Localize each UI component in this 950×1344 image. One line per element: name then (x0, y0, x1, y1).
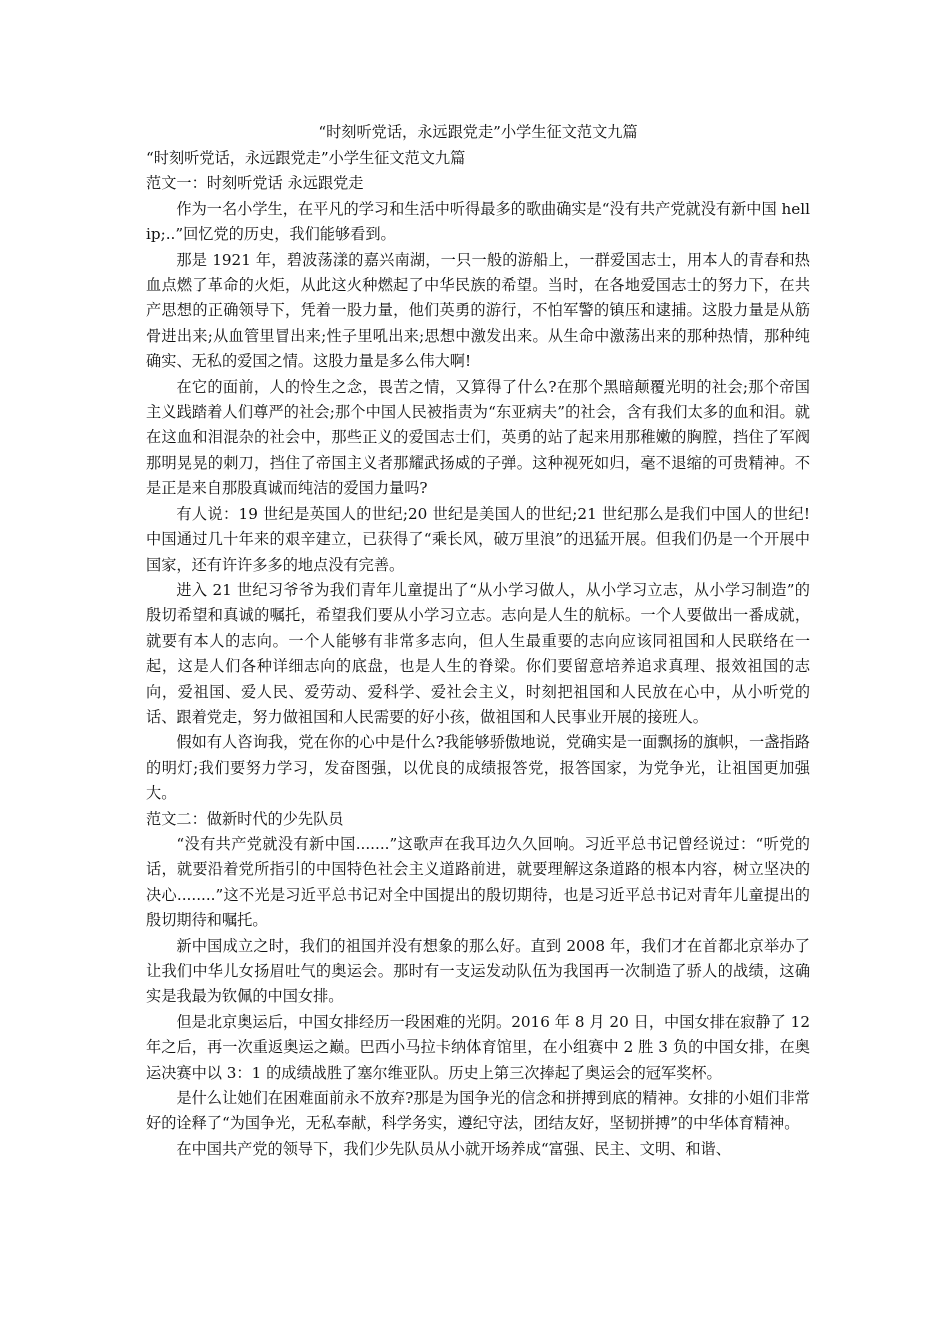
document-subtitle: “时刻听党话，永远跟党走”小学生征文范文九篇 (146, 149, 466, 167)
section-1-paragraph: 作为一名小学生，在平凡的学习和生活中听得最多的歌曲确实是“没有共产党就没有新中国 hellip;..”回忆党的历史，我们能够看到。 (146, 199, 810, 244)
document-page (146, 120, 810, 1162)
section-2-paragraph: 新中国成立之时，我们的祖国并没有想象的那么好。直到 2008 年，我们才在首都北京举办了让我们中华儿女扬眉吐气的奥运会。那时有一支运发动队伍为我国再一次制造了骄人的战绩，这确实是我最为钦佩的中国女排。 (146, 936, 810, 1006)
section-2-heading: 范文二：做新时代的少先队员 (146, 809, 344, 828)
document-title: “时刻听党话，永远跟党走”小学生征文范文九篇 (318, 123, 638, 141)
section-1-paragraph: 在它的面前，人的怜生之念，畏苦之情，又算得了什么?在那个黑暗颠覆光明的社会;那个帝国主义践踏着人们尊严的社会;那个中国人民被指责为“东亚病夫”的社会，含有我们太多的血和泪。就在这血和泪混杂的社会中，那些正义的爱国志士们，英勇的站了起来用那稚嫩的胸膛，挡住了军阀那明晃晃的刺刀，挡住了帝国主义者那耀武扬威的子弹。这种视死如归，毫不退缩的可贵精神。不是正是来自那股真诚而纯洁的爱国力量吗? (146, 377, 810, 498)
section-2-paragraph: 是什么让她们在困难面前永不放弃?那是为国争光的信念和拼搏到底的精神。女排的小姐们非常好的诠释了“为国争光，无私奉献，科学务实，遵纪守法，团结友好，坚韧拼搏”的中华体育精神。 (146, 1089, 810, 1133)
section-2-paragraph: “没有共产党就没有新中国.......”这歌声在我耳边久久回响。习近平总书记曾经说过：“听党的话，就要沿着党所指引的中国特色社会主义道路前进，就要理解这条道路的根本内容，树立坚决的决心........”这不光是习近平总书记对全中国提出的殷切期待，也是习近平总书记对青年儿童提出的殷切期待和嘱托。 (146, 834, 810, 930)
section-1-paragraph: 有人说：19 世纪是英国人的世纪;20 世纪是美国人的世纪;21 世纪那么是我们中国人的世纪!中国通过几十年来的艰辛建立，已获得了“乘长风，破万里浪”的迅猛开展。但我们仍是一个开展中国家，还有许许多多的地点没有完善。 (146, 504, 810, 574)
section-1-paragraph: 进入 21 世纪习爷爷为我们青年儿童提出了“从小学习做人，从小学习立志，从小学习制造”的殷切希望和真诚的嘱托，希望我们要从小学习立志。志向是人生的航标。一个人要做出一番成就，就要有本人的志向。一个人能够有非常多志向，但人生最重要的志向应该同祖国和人民联络在一起，这是人们各种详细志向的底盘，也是人生的脊梁。你们要留意培养追求真理、报效祖国的志向，爱祖国、爱人民、爱劳动、爱科学、爱社会主义，时刻把祖国和人民放在心中，从小听党的话、跟着党走，努力做祖国和人民需要的好小孩，做祖国和人民事业开展的接班人。 (146, 580, 810, 726)
section-1-paragraph: 那是 1921 年，碧波荡漾的嘉兴南湖，一只一般的游船上，一群爱国志士，用本人的青春和热血点燃了革命的火炬，从此这火种燃起了中华民族的希望。当时，在各地爱国志士的努力下，在共产思想的正确领导下，凭着一股力量，他们英勇的游行，不怕军警的镇压和逮捕。这股力量是从筋骨进出来;从血管里冒出来;性子里吼出来;思想中激发出来。从生命中激荡出来的那种热情，那种纯确实、无私的爱国之情。这股力量是多么伟大啊! (146, 250, 810, 371)
section-2-paragraph: 在中国共产党的领导下，我们少先队员从小就开场养成“富强、民主、文明、和谐、 (176, 1139, 731, 1158)
section-2-paragraph: 但是北京奥运后，中国女排经历一段困难的光阴。2016 年 8 月 20 日，中国女排在寂静了 12 年之后，再一次重返奥运之巅。巴西小马拉卡纳体育馆里，在小组赛中 2 胜 3 负的中国女排，在奥运决赛中以 3：1 的成绩战胜了塞尔维亚队。历史上第三次捧起了奥运会的冠军奖杯。 (146, 1012, 810, 1082)
section-1-heading: 范文一：时刻听党话 永远跟党走 (146, 174, 364, 193)
section-1-paragraph: 假如有人咨询我，党在你的心中是什么?我能够骄傲地说，党确实是一面飘扬的旗帜，一盏指路的明灯;我们要努力学习，发奋图强，以优良的成绩报答党，报答国家，为党争光，让祖国更加强大。 (146, 733, 810, 803)
